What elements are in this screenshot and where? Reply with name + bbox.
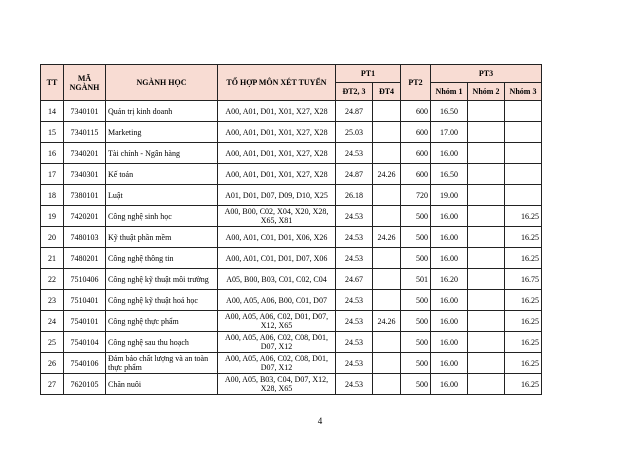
cell-pt1-dt23: 25.03 — [336, 122, 373, 143]
cell-pt3-nhom2 — [468, 311, 505, 332]
table-row — [41, 143, 542, 164]
cell-pt3-nhom2 — [468, 143, 505, 164]
cell-pt1-dt23: 24.53 — [336, 353, 373, 374]
cell-subject-combos: A01, D01, D07, D09, D10, X25 — [218, 185, 336, 206]
header-pt3: PT3 — [431, 65, 542, 83]
table-row — [41, 311, 542, 332]
cell-pt2: 600 — [401, 101, 431, 122]
cell-pt3-nhom1: 16.00 — [431, 332, 468, 353]
cell-pt2: 600 — [401, 164, 431, 185]
cell-major-name: Kế toán — [106, 164, 218, 185]
cell-pt3-nhom1: 16.00 — [431, 311, 468, 332]
cell-pt1-dt4 — [373, 290, 401, 311]
cell-pt1-dt23: 24.53 — [336, 248, 373, 269]
cell-pt3-nhom1: 16.00 — [431, 248, 468, 269]
cell-pt3-nhom2 — [468, 227, 505, 248]
cell-major-code: 7540104 — [64, 332, 106, 353]
cell-pt1-dt4 — [373, 248, 401, 269]
cell-pt2: 500 — [401, 353, 431, 374]
cell-tt: 19 — [41, 206, 64, 227]
cell-major-name: Chăn nuôi — [106, 374, 218, 395]
cell-major-code: 7480103 — [64, 227, 106, 248]
cell-major-code: 7510401 — [64, 290, 106, 311]
cell-pt3-nhom2 — [468, 122, 505, 143]
cell-major-name: Công nghệ kỹ thuật môi trường — [106, 269, 218, 290]
cell-pt3-nhom3 — [505, 122, 542, 143]
cell-pt1-dt4 — [373, 353, 401, 374]
cell-pt2: 500 — [401, 206, 431, 227]
cell-pt3-nhom2 — [468, 248, 505, 269]
cell-major-code: 7540101 — [64, 311, 106, 332]
cell-tt: 25 — [41, 332, 64, 353]
cell-tt: 17 — [41, 164, 64, 185]
cell-pt3-nhom2 — [468, 101, 505, 122]
cell-pt3-nhom1: 16.50 — [431, 164, 468, 185]
cell-pt3-nhom3 — [505, 101, 542, 122]
cell-pt3-nhom2 — [468, 290, 505, 311]
cell-pt2: 500 — [401, 248, 431, 269]
cell-pt1-dt23: 24.53 — [336, 143, 373, 164]
cell-pt2: 720 — [401, 185, 431, 206]
cell-pt3-nhom1: 16.00 — [431, 143, 468, 164]
cell-pt1-dt4 — [373, 185, 401, 206]
cell-subject-combos: A00, B00, C02, X04, X20, X28, X65, X81 — [218, 206, 336, 227]
header-pt1-dt4: ĐT4 — [373, 83, 401, 101]
header-to-hop: TỔ HỢP MÔN XÉT TUYỂN — [218, 65, 336, 101]
cell-subject-combos: A00, A01, D01, X01, X27, X28 — [218, 143, 336, 164]
cell-tt: 20 — [41, 227, 64, 248]
table-row — [41, 374, 542, 395]
cell-pt3-nhom3: 16.25 — [505, 227, 542, 248]
header-ma-nganh: MÃ NGÀNH — [64, 65, 106, 101]
cell-pt3-nhom3 — [505, 143, 542, 164]
cell-pt3-nhom2 — [468, 353, 505, 374]
cell-major-name: Luật — [106, 185, 218, 206]
cell-pt3-nhom1: 16.00 — [431, 374, 468, 395]
cell-pt3-nhom1: 16.00 — [431, 290, 468, 311]
header-pt3-nhom3: Nhóm 3 — [505, 83, 542, 101]
cell-pt1-dt4 — [373, 269, 401, 290]
header-pt1: PT1 — [336, 65, 401, 83]
cell-tt: 27 — [41, 374, 64, 395]
table-row — [41, 185, 542, 206]
header-nganh-hoc: NGÀNH HỌC — [106, 65, 218, 101]
cell-major-name: Marketing — [106, 122, 218, 143]
cell-major-code: 7510406 — [64, 269, 106, 290]
cell-pt1-dt23: 24.53 — [336, 311, 373, 332]
page-number: 4 — [317, 416, 323, 426]
cell-pt3-nhom1: 17.00 — [431, 122, 468, 143]
cell-pt3-nhom1: 16.20 — [431, 269, 468, 290]
table-row — [41, 248, 542, 269]
cell-pt3-nhom3 — [505, 185, 542, 206]
table-header — [41, 65, 542, 101]
cell-pt3-nhom2 — [468, 164, 505, 185]
cell-major-code: 7620105 — [64, 374, 106, 395]
cell-pt1-dt23: 24.87 — [336, 164, 373, 185]
cell-subject-combos: A00, A01, C01, D01, X06, X26 — [218, 227, 336, 248]
cell-pt2: 501 — [401, 269, 431, 290]
cell-pt3-nhom3: 16.25 — [505, 311, 542, 332]
cell-pt1-dt4: 24.26 — [373, 311, 401, 332]
cell-major-name: Kỹ thuật phần mềm — [106, 227, 218, 248]
cell-pt3-nhom3: 16.25 — [505, 353, 542, 374]
cell-pt1-dt23: 26.18 — [336, 185, 373, 206]
table-row — [41, 290, 542, 311]
cell-pt3-nhom1: 19.00 — [431, 185, 468, 206]
cell-tt: 24 — [41, 311, 64, 332]
table-row — [41, 269, 542, 290]
cell-tt: 18 — [41, 185, 64, 206]
cell-major-name: Công nghệ kỹ thuật hoá học — [106, 290, 218, 311]
cell-pt2: 500 — [401, 332, 431, 353]
cell-pt2: 500 — [401, 374, 431, 395]
cell-pt3-nhom3: 16.25 — [505, 206, 542, 227]
cell-subject-combos: A00, A05, A06, B00, C01, D07 — [218, 290, 336, 311]
table-row — [41, 164, 542, 185]
cell-pt3-nhom1: 16.50 — [431, 101, 468, 122]
cell-subject-combos: A00, A05, B03, C04, D07, X12, X28, X65 — [218, 374, 336, 395]
cell-pt2: 500 — [401, 311, 431, 332]
cell-major-code: 7380101 — [64, 185, 106, 206]
cell-tt: 16 — [41, 143, 64, 164]
cell-tt: 14 — [41, 101, 64, 122]
cell-subject-combos: A00, A01, D01, X01, X27, X28 — [218, 101, 336, 122]
cell-major-code: 7340301 — [64, 164, 106, 185]
cell-pt1-dt4: 24.26 — [373, 164, 401, 185]
cell-tt: 26 — [41, 353, 64, 374]
cell-pt2: 600 — [401, 122, 431, 143]
cell-pt3-nhom1: 16.00 — [431, 206, 468, 227]
cell-major-name: Quản trị kinh doanh — [106, 101, 218, 122]
cell-tt: 15 — [41, 122, 64, 143]
header-pt1-dt23: ĐT2, 3 — [336, 83, 373, 101]
table-row — [41, 206, 542, 227]
cell-pt1-dt23: 24.53 — [336, 227, 373, 248]
cell-pt1-dt23: 24.87 — [336, 101, 373, 122]
cell-pt3-nhom2 — [468, 206, 505, 227]
cell-major-name: Công nghệ thông tin — [106, 248, 218, 269]
cell-pt3-nhom3: 16.25 — [505, 290, 542, 311]
cell-tt: 22 — [41, 269, 64, 290]
cell-major-code: 7540106 — [64, 353, 106, 374]
cell-subject-combos: A00, A05, A06, C02, D01, D07, X12, X65 — [218, 311, 336, 332]
cell-pt2: 500 — [401, 227, 431, 248]
cell-subject-combos: A00, A01, D01, X01, X27, X28 — [218, 164, 336, 185]
cell-tt: 21 — [41, 248, 64, 269]
table-row — [41, 353, 542, 374]
cell-major-name: Tài chính - Ngân hàng — [106, 143, 218, 164]
cell-major-code: 7340115 — [64, 122, 106, 143]
cell-pt3-nhom3: 16.25 — [505, 332, 542, 353]
cell-pt1-dt4 — [373, 101, 401, 122]
cell-subject-combos: A05, B00, B03, C01, C02, C04 — [218, 269, 336, 290]
cell-pt1-dt23: 24.53 — [336, 206, 373, 227]
cell-pt1-dt4: 24.26 — [373, 227, 401, 248]
cell-pt3-nhom1: 16.00 — [431, 353, 468, 374]
cell-pt1-dt4 — [373, 374, 401, 395]
cell-major-name: Công nghệ thực phẩm — [106, 311, 218, 332]
cell-tt: 23 — [41, 290, 64, 311]
cell-major-name: Công nghệ sau thu hoạch — [106, 332, 218, 353]
cell-pt1-dt4 — [373, 143, 401, 164]
table-row — [41, 227, 542, 248]
cell-pt1-dt23: 24.67 — [336, 269, 373, 290]
cell-subject-combos: A00, A01, D01, X01, X27, X28 — [218, 122, 336, 143]
cell-pt1-dt23: 24.53 — [336, 290, 373, 311]
cell-pt2: 600 — [401, 143, 431, 164]
cell-pt1-dt4 — [373, 206, 401, 227]
cell-pt3-nhom2 — [468, 374, 505, 395]
cell-pt2: 500 — [401, 290, 431, 311]
cell-subject-combos: A00, A05, A06, C02, C08, D01, D07, X12 — [218, 353, 336, 374]
cell-pt3-nhom2 — [468, 269, 505, 290]
cell-pt3-nhom1: 16.00 — [431, 227, 468, 248]
cell-major-code: 7340101 — [64, 101, 106, 122]
table-row — [41, 332, 542, 353]
table-row — [41, 101, 542, 122]
cell-subject-combos: A00, A05, A06, C02, C08, D01, D07, X12 — [218, 332, 336, 353]
table-row — [41, 122, 542, 143]
cell-pt3-nhom3: 16.25 — [505, 374, 542, 395]
header-pt3-nhom1: Nhóm 1 — [431, 83, 468, 101]
cell-pt3-nhom2 — [468, 332, 505, 353]
cell-pt3-nhom2 — [468, 185, 505, 206]
cell-pt1-dt4 — [373, 332, 401, 353]
cell-major-name: Công nghệ sinh học — [106, 206, 218, 227]
cell-major-code: 7420201 — [64, 206, 106, 227]
admission-score-table — [40, 64, 542, 395]
cell-subject-combos: A00, A01, C01, D01, D07, X06 — [218, 248, 336, 269]
header-pt2: PT2 — [401, 65, 431, 101]
cell-pt1-dt23: 24.53 — [336, 374, 373, 395]
cell-major-code: 7480201 — [64, 248, 106, 269]
cell-major-name: Đảm bảo chất lượng và an toàn thực phẩm — [106, 353, 218, 374]
header-tt: TT — [41, 65, 64, 101]
header-pt3-nhom2: Nhóm 2 — [468, 83, 505, 101]
cell-pt3-nhom3 — [505, 164, 542, 185]
cell-pt3-nhom3: 16.75 — [505, 269, 542, 290]
table-body — [41, 101, 542, 395]
cell-pt1-dt4 — [373, 122, 401, 143]
cell-pt1-dt23: 24.53 — [336, 332, 373, 353]
cell-pt3-nhom3: 16.25 — [505, 248, 542, 269]
cell-major-code: 7340201 — [64, 143, 106, 164]
